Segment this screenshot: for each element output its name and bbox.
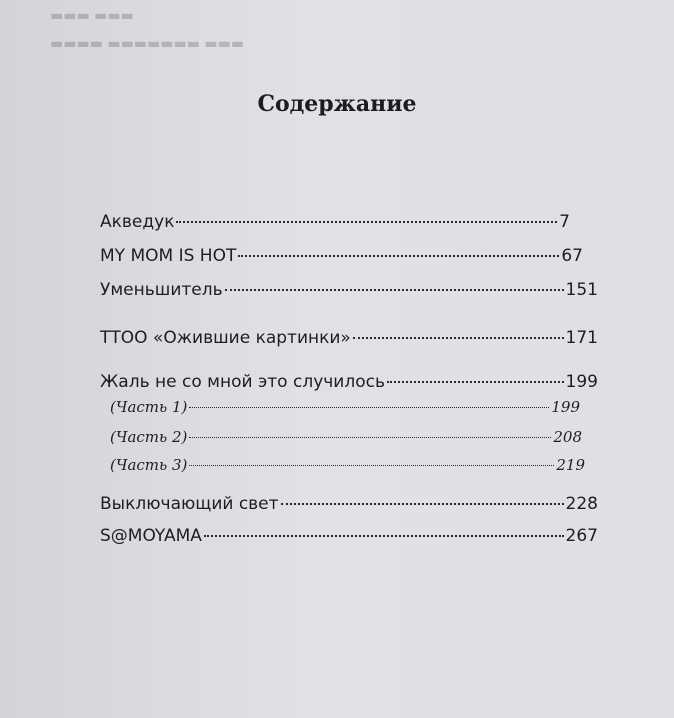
dot-leader bbox=[387, 381, 564, 383]
toc-entry-label: ТТОО «Ожившие картинки» bbox=[100, 328, 351, 348]
toc-entry-page: 151 bbox=[565, 280, 598, 300]
toc-entry-label: Выключающий свет bbox=[100, 494, 279, 514]
toc-subentry bbox=[110, 456, 585, 474]
dot-leader bbox=[176, 221, 557, 223]
toc-entry-label: (Часть 2) bbox=[110, 428, 188, 446]
toc-entry-page: 267 bbox=[565, 526, 598, 546]
toc-entry-label: Жаль не со мной это случилось bbox=[100, 372, 385, 392]
dot-leader bbox=[189, 407, 549, 408]
dot-leader bbox=[225, 289, 564, 291]
toc-entry-page: 228 bbox=[565, 494, 598, 514]
toc-entry-page: 171 bbox=[565, 328, 598, 348]
toc-entry-page: 199 bbox=[551, 398, 580, 416]
toc-entry-page: 219 bbox=[556, 456, 585, 474]
dot-leader bbox=[238, 255, 559, 257]
toc-entry bbox=[100, 526, 598, 546]
toc-entry-page: 199 bbox=[565, 372, 598, 392]
toc-entry-label: MY MOM IS HOT bbox=[100, 246, 237, 266]
toc-entry-label: S@MOYAMA bbox=[100, 526, 202, 546]
toc-entry-label: Акведук bbox=[100, 212, 175, 232]
dot-leader bbox=[189, 437, 551, 438]
toc-entry-page: 208 bbox=[553, 428, 582, 446]
dot-leader bbox=[204, 535, 564, 537]
toc-subentry bbox=[110, 398, 580, 416]
toc-entry-label: Уменьшитель bbox=[100, 280, 223, 300]
toc-entry bbox=[100, 372, 598, 392]
toc-entry bbox=[100, 328, 598, 348]
toc-subentry bbox=[110, 428, 582, 446]
dot-leader bbox=[353, 337, 564, 339]
toc-entry bbox=[100, 280, 598, 300]
bleed-through-text: ▬▬▬ ▬▬▬ bbox=[50, 8, 134, 24]
bleed-through-text: ▬▬▬ ▬▬▬▬▬▬▬ ▬▬▬▬ bbox=[50, 36, 245, 52]
toc-entry bbox=[100, 246, 583, 266]
page-title: Содержание bbox=[257, 91, 417, 117]
dot-leader bbox=[281, 503, 564, 505]
toc-entry-page: 67 bbox=[561, 246, 583, 266]
toc-entry-page: 7 bbox=[559, 212, 570, 232]
toc-entry-label: (Часть 1) bbox=[110, 398, 188, 416]
toc-entry bbox=[100, 494, 598, 514]
toc-entry bbox=[100, 212, 570, 232]
dot-leader bbox=[189, 465, 554, 466]
toc-entry-label: (Часть 3) bbox=[110, 456, 188, 474]
